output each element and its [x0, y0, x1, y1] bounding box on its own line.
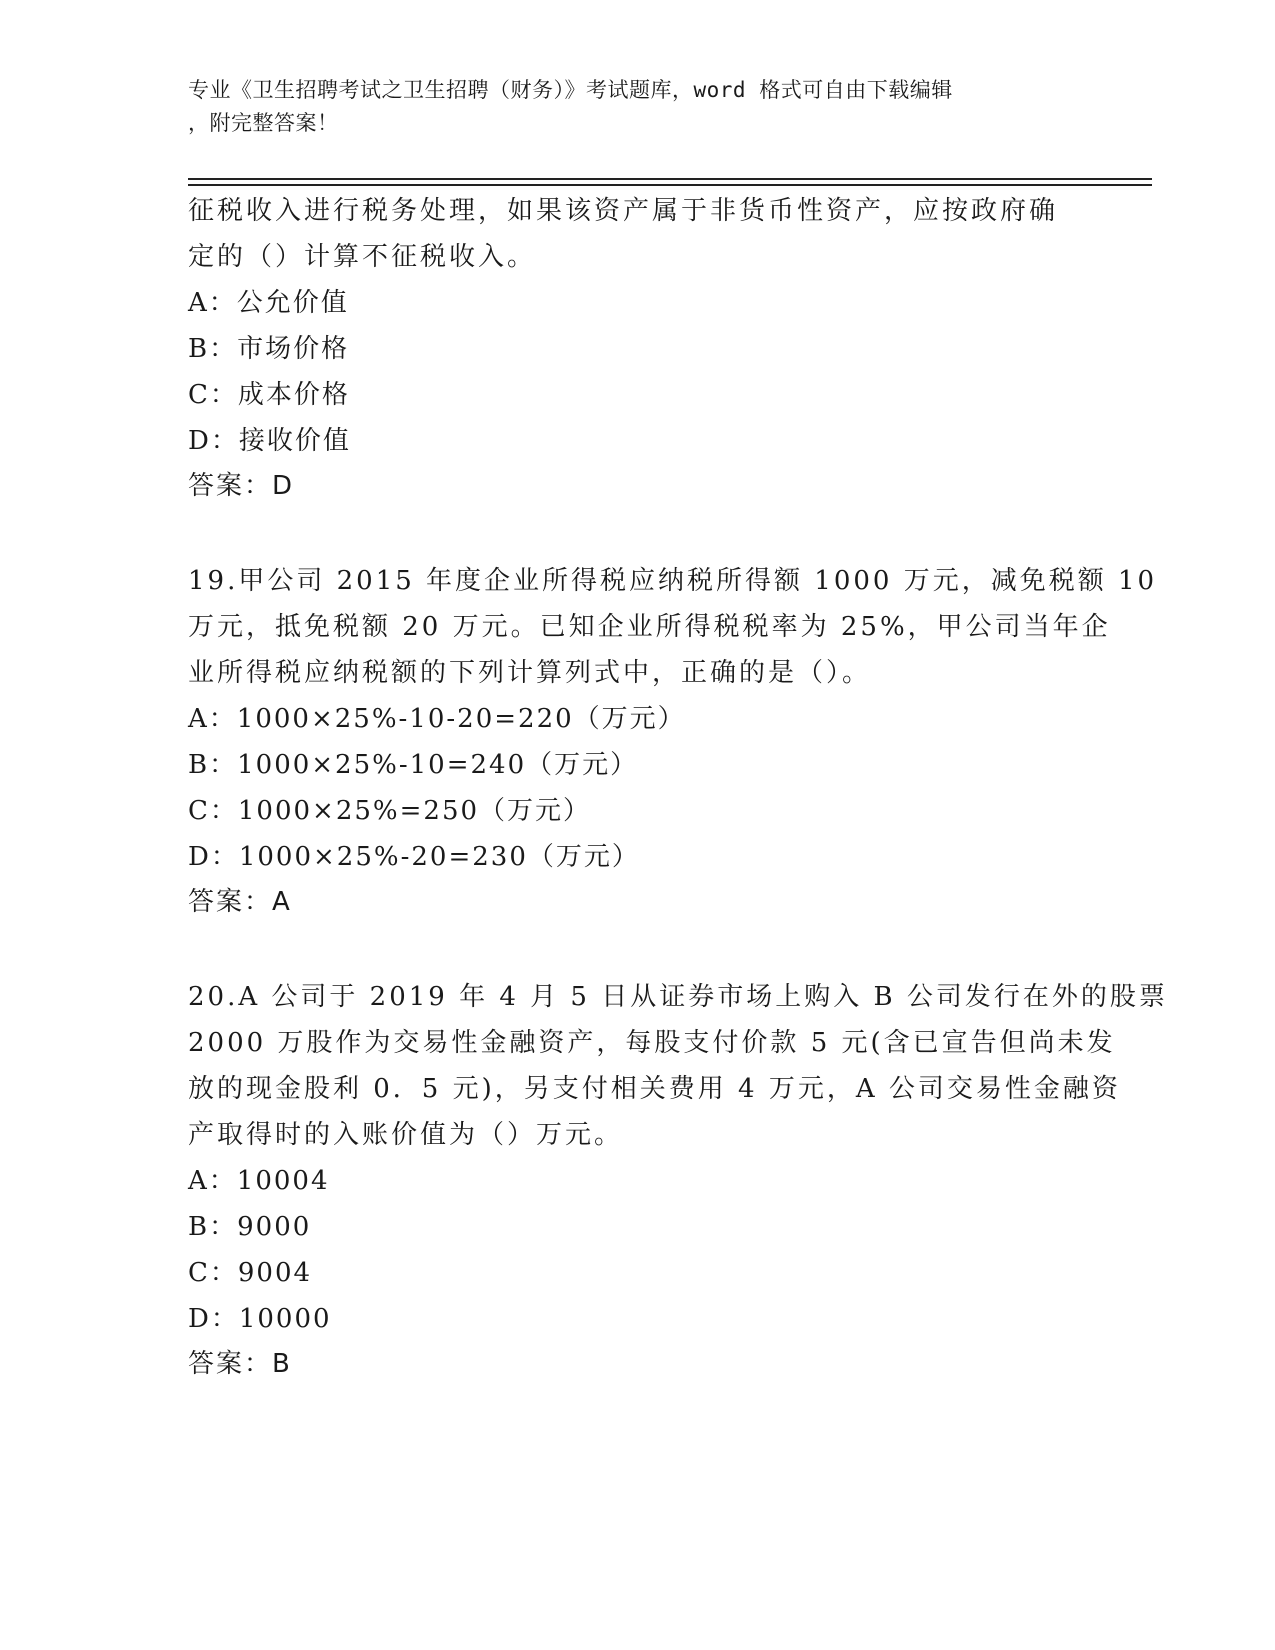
option-a: A：1000×25%-10-20=220（万元）: [188, 704, 686, 734]
header-line-1: 专业《卫生招聘考试之卫生招聘（财务）》考试题库，word 格式可自由下载编辑: [188, 78, 953, 102]
answer: 答案：D: [188, 471, 295, 501]
question-stem-line: 征税收入进行税务处理，如果该资产属于非货币性资产，应按政府确: [188, 196, 1059, 226]
question-list: [188, 188, 1168, 1386]
option-d: D：接收价值: [188, 426, 351, 456]
question-stem-line: 放的现金股利 0．5 元)，另支付相关费用 4 万元，A 公司交易性金融资: [188, 1074, 1121, 1104]
document-header: [188, 74, 1068, 140]
spacer: [188, 508, 1088, 558]
header-divider-bottom: [188, 184, 1152, 186]
option-a: A：10004: [188, 1166, 330, 1196]
question-20: [188, 974, 1168, 1386]
question-stem-line: 19.甲公司 2015 年度企业所得税应纳税所得额 1000 万元，减免税额 10: [188, 566, 1158, 596]
option-a: A：公允价值: [188, 288, 349, 318]
question-18-continued: [188, 188, 1088, 508]
question-19: [188, 558, 1158, 924]
option-b: B：市场价格: [188, 334, 350, 364]
question-stem-line: 业所得税应纳税额的下列计算列式中，正确的是（）。: [188, 658, 872, 688]
header-line-2: ，附完整答案！: [188, 111, 339, 135]
question-stem-line: 产取得时的入账价值为（）万元。: [188, 1120, 624, 1150]
option-b: B：9000: [188, 1212, 312, 1242]
answer: 答案：B: [188, 1349, 292, 1379]
spacer: [188, 924, 1088, 974]
question-stem-line: 20.A 公司于 2019 年 4 月 5 日从证券市场上购入 B 公司发行在外的股票: [188, 982, 1168, 1012]
option-c: C：1000×25%=250（万元）: [188, 796, 592, 826]
header-divider-top: [188, 178, 1152, 180]
option-d: D：1000×25%-20=230（万元）: [188, 842, 640, 872]
option-d: D：10000: [188, 1304, 332, 1334]
question-stem-line: 万元，抵免税额 20 万元。已知企业所得税税率为 25%，甲公司当年企: [188, 612, 1111, 642]
option-b: B：1000×25%-10=240（万元）: [188, 750, 639, 780]
question-stem-line: 2000 万股作为交易性金融资产，每股支付价款 5 元(含已宣告但尚未发: [188, 1028, 1116, 1058]
option-c: C：成本价格: [188, 380, 350, 410]
answer: 答案：A: [188, 887, 292, 917]
option-c: C：9004: [188, 1258, 313, 1288]
question-stem-line: 定的（）计算不征税收入。: [188, 242, 537, 272]
